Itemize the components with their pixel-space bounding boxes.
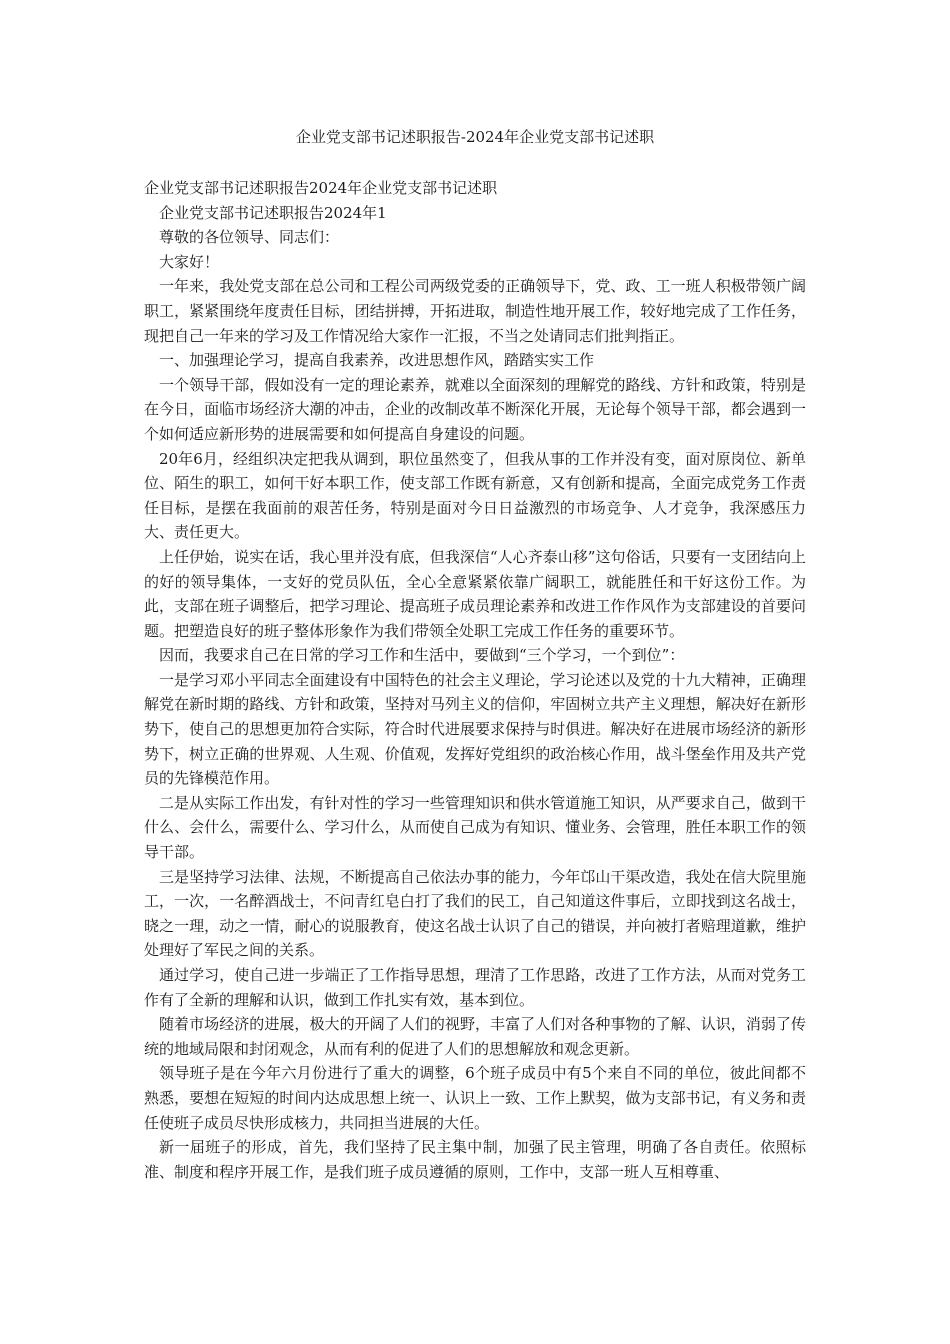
document-body [144, 176, 806, 1184]
paragraph: 20年6月，经组织决定把我从调到，职位虽然变了，但我从事的工作并没有变，面对原岗位、新单位、陌生的职工，如何干好本职工作，使支部工作既有新意，又有创新和提高，全面完成党务工作责任目标，是摆在我面前的艰苦任务，特别是面对今日日益激烈的市场竞争、人才竞争，我深感压力大、责任更大。 [144, 449, 806, 542]
paragraph: 新一届班子的形成，首先，我们坚持了民主集中制，加强了民主管理，明确了各自责任。依照标准、制度和程序开展工作，是我们班子成员遵循的原则，工作中，支部一班人互相尊重、 [144, 1138, 806, 1181]
paragraph: 一是学习邓小平同志全面建设有中国特色的社会主义理论，学习论述以及党的十九大精神，正确理解党在新时期的路线、方针和政策，坚持对马列主义的信仰，牢固树立共产主义理想，解决好在新形势下，使自己的思想更加符合实际，符合时代进展要求保持与时俱进。解决好在进展市场经济的新形势下，树立正确的世界观、人生观、价值观，发挥好党组织的政治核心作用，战斗堡垒作用及共产党员的先锋模范作用。 [144, 670, 806, 788]
paragraph: 一、加强理论学习，提高自我素养，改进思想作风，踏踏实实工作 [159, 351, 595, 370]
paragraph: 上任伊始，说实在话，我心里并没有底，但我深信“人心齐泰山移”这句俗话，只要有一支团结向上的好的领导集体，一支好的党员队伍，全心全意紧紧依靠广阔职工，就能胜任和干好这份工作。为此，支部在班子调整后，把学习理论、提高班子成员理论素养和改进工作作风作为支部建设的首要问题。把塑造良好的班子整体形象作为我们带领全处职工完成工作任务的重要环节。 [144, 547, 806, 640]
document-title: 企业党支部书记述职报告-2024年企业党支部书记述职 [295, 128, 655, 146]
paragraph: 随着市场经济的进展，极大的开阔了人们的视野，丰富了人们对各种事物的了解、认识，消弱了传统的地域局限和封闭观念，从而有利的促进了人们的思想解放和观念更新。 [144, 1015, 806, 1058]
paragraph: 一年来，我处党支部在总公司和工程公司两级党委的正确领导下，党、政、工一班人积极带领广阔职工，紧紧围绕年度责任目标，团结拼搏，开拓进取，制造性地开展工作，较好地完成了工作任务，现把自己一年来的学习及工作情况给大家作一汇报，不当之处请同志们批判指正。 [144, 277, 806, 345]
paragraph: 领导班子是在今年六月份进行了重大的调整，6个班子成员中有5个来自不同的单位，彼此间都不熟悉，要想在短短的时间内达成思想上统一、认识上一致、工作上默契，做为支部书记，有义务和责任使班子成员尽快形成核力，共同担当进展的大任。 [144, 1064, 806, 1132]
paragraph: 通过学习，使自己进一步端正了工作指导思想，理清了工作思路，改进了工作方法，从而对党务工作有了全新的理解和认识，做到工作扎实有效，基本到位。 [144, 966, 806, 1009]
paragraph: 企业党支部书记述职报告2024年1 [159, 203, 387, 222]
paragraph: 尊敬的各位领导、同志们： [159, 228, 340, 247]
paragraph: 一个领导干部，假如没有一定的理论素养，就难以全面深刻的理解党的路线、方针和政策，特别是在今日，面临市场经济大潮的冲击，企业的改制改革不断深化开展，无论每个领导干部，都会遇到一个如何适应新形势的进展需要和如何提高自身建设的问题。 [144, 375, 806, 443]
paragraph: 因而，我要求自己在日常的学习工作和生活中，要做到“三个学习，一个到位”： [159, 646, 685, 665]
paragraph: 二是从实际工作出发，有针对性的学习一些管理知识和供水管道施工知识，从严要求自己，做到干什么、会什么，需要什么、学习什么，从而使自己成为有知识、懂业务、会管理，胜任本职工作的领导干部。 [144, 793, 806, 862]
paragraph: 三是坚持学习法律、法规，不断提高自己依法办事的能力，今年邙山干渠改造，我处在信大院里施工，一次，一名醉酒战士，不问青红皂白打了我们的民工，自己知道这件事后，立即找到这名战士，晓之一理，动之一情，耐心的说服教育，使这名战士认识了自己的错误，并向被打者赔理道歉，维护处理好了军民之间的关系。 [144, 867, 806, 960]
paragraph: 大家好！ [159, 252, 220, 271]
paragraph: 企业党支部书记述职报告2024年企业党支部书记述职 [144, 179, 498, 197]
